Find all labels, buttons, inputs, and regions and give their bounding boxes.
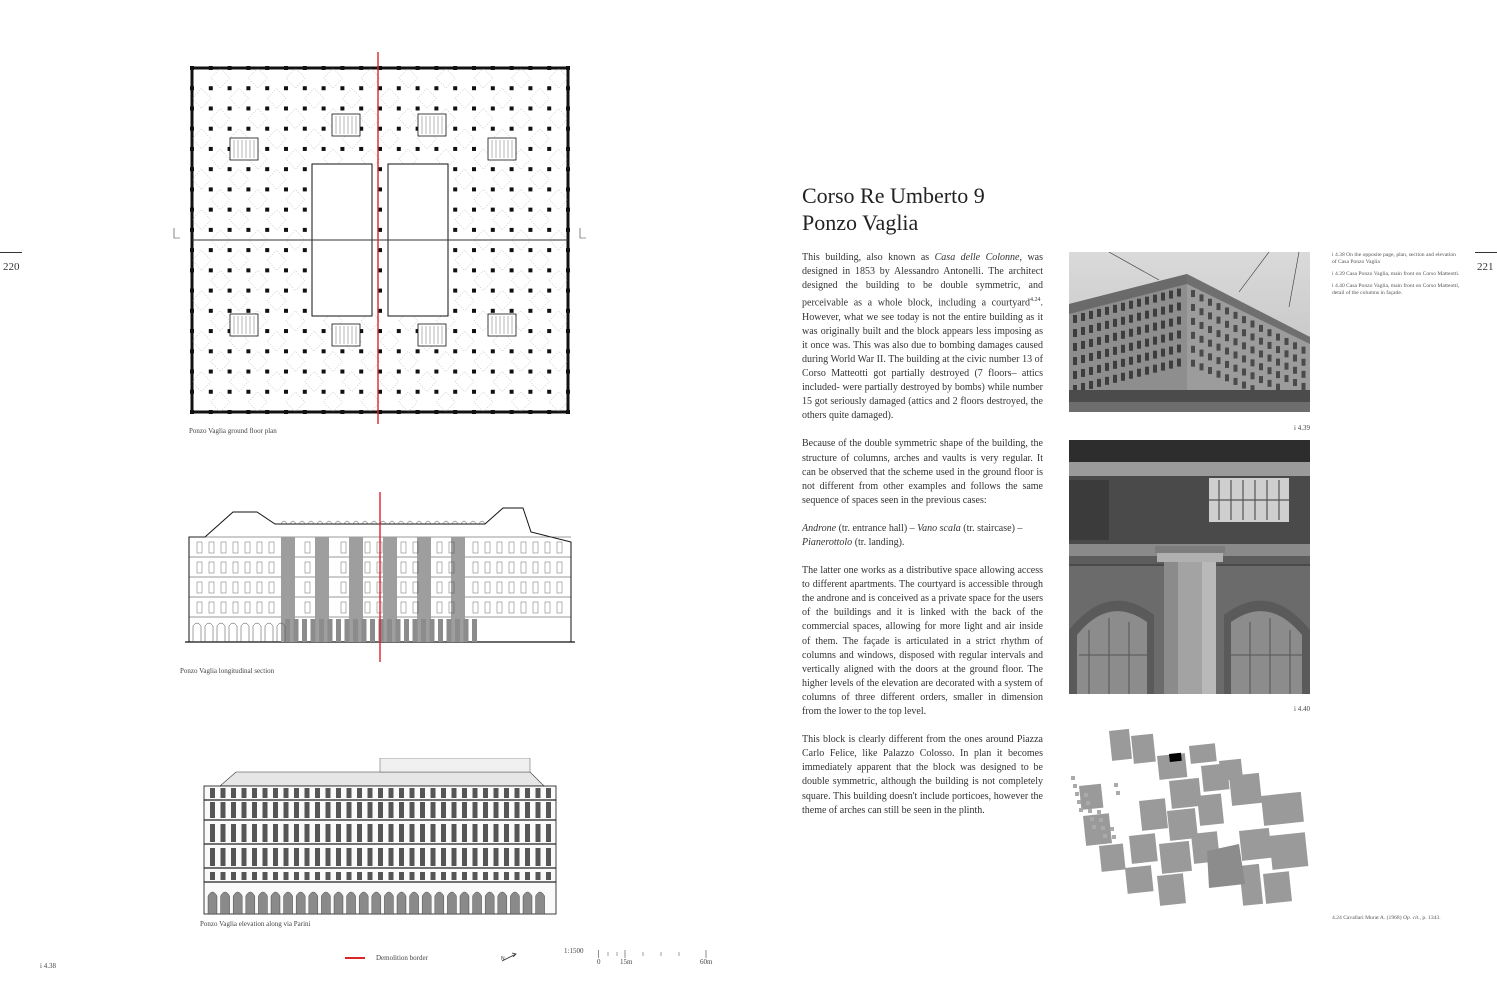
paragraph-1: This building, also known as Casa delle Colonne, was designed in 1853 by Alessandro Antonelli. The architect designed the building to be double symmetric, and perceivable as a whole block, including a courtyard$^{4.24}$. However, what we see today is not the entire building as it was originally built and the block appears less imposing as it once was. This was also due to bombing damages caused during World War II. The building at the civic number 13 of Corso Matteotti got partially destroyed (7 floors– attics included- were partially destroyed by bombs) while number 15 got seriously damaged (attics and 2 floors destroyed, the others quite damaged). <box>802 252 1043 422</box>
ground-floor-plan <box>170 52 595 427</box>
paragraph-4: The latter one works as a distributive space allowing access to different apartments. The courtyard is accessible through the androne and is conceived as a private space for the users of the buildings and it is linked with the back of the commercial spaces, allowing for more light and air inside of them. The façade is articulated in a strict rhythm of columns and windows, disposed with regular intervals and vertically aligned with the doors at the ground floor. The higher levels of the elevation are decorated with a system of columns of three different orders, smaller in dimension from the lower to the top level. <box>802 565 1043 718</box>
side-note-439: i 4.39 Casa Ponzo Vaglia, main front on Corso Matteotti. <box>1332 271 1460 277</box>
longitudinal-section <box>185 492 575 664</box>
title-line-2: Ponzo Vaglia <box>802 210 919 235</box>
left-page-number: 220 <box>3 261 20 273</box>
footnote: 4.24 Cavallari Murat A. (1968) Op. cit., p. 1343. <box>1332 915 1441 921</box>
svg-text:N: N <box>501 956 505 962</box>
left-page-rule <box>0 252 22 253</box>
building-photo <box>1069 252 1310 412</box>
scale-bar <box>598 947 713 965</box>
paragraph-5: This block is clearly different from the ones around Piazza Carlo Felice, like Palazzo Colosso. In plan it becomes immediately apparent that the block was designed to be double symmetric, although the building is not completely square. This building doesn't include porticoes, however the theme of arches can still be seen in the plinth. <box>802 734 1043 816</box>
right-page-rule <box>1475 252 1497 253</box>
photo1-label: i 4.39 <box>1294 424 1310 432</box>
side-note-438: i 4.38 On the opposite page, plan, section and elevation of Casa Ponzo Vaglia <box>1332 252 1456 265</box>
scale-tick-60m: 60m <box>700 958 713 966</box>
paragraph-3: Androne (tr. entrance hall) – Vano scala (tr. staircase) – Pianerottolo (tr. landing). <box>802 522 1023 549</box>
body-text <box>802 251 1043 832</box>
elevation-caption: Ponzo Vaglia elevation along via Parini <box>200 920 311 928</box>
scale-tick-15m: 15m <box>620 958 633 966</box>
north-arrow-icon <box>500 950 518 968</box>
figure-ref-438: i 4.38 <box>40 962 56 970</box>
page-title <box>802 182 985 236</box>
side-note-440: i 4.40 Casa Ponzo Vaglia, main front on Corso Matteotti, detail of the columns in façade. <box>1332 283 1460 296</box>
plan-caption: Ponzo Vaglia ground floor plan <box>189 427 277 435</box>
scale-tick-0: 0 <box>597 958 601 966</box>
title-line-1: Corso Re Umberto 9 <box>802 183 985 208</box>
paragraph-2: Because of the double symmetric shape of the building, the structure of columns, arches and vaults is very regular. It can be observed that the scheme used in the ground floor is not different from other examples and follows the same sequence of spaces seen in the previous cases: <box>802 438 1043 506</box>
photo2-label: i 4.40 <box>1294 705 1310 713</box>
right-page-number: 221 <box>1477 261 1494 273</box>
location-map <box>1069 726 1314 911</box>
column-detail-photo <box>1069 440 1310 694</box>
demolition-legend-line <box>345 957 365 959</box>
side-notes <box>1332 252 1460 302</box>
section-caption: Ponzo Vaglia longitudinal section <box>180 667 275 675</box>
demolition-legend-label: Demolition border <box>376 954 428 962</box>
scale-label: 1:1500 <box>564 947 584 955</box>
elevation-drawing <box>200 758 560 916</box>
